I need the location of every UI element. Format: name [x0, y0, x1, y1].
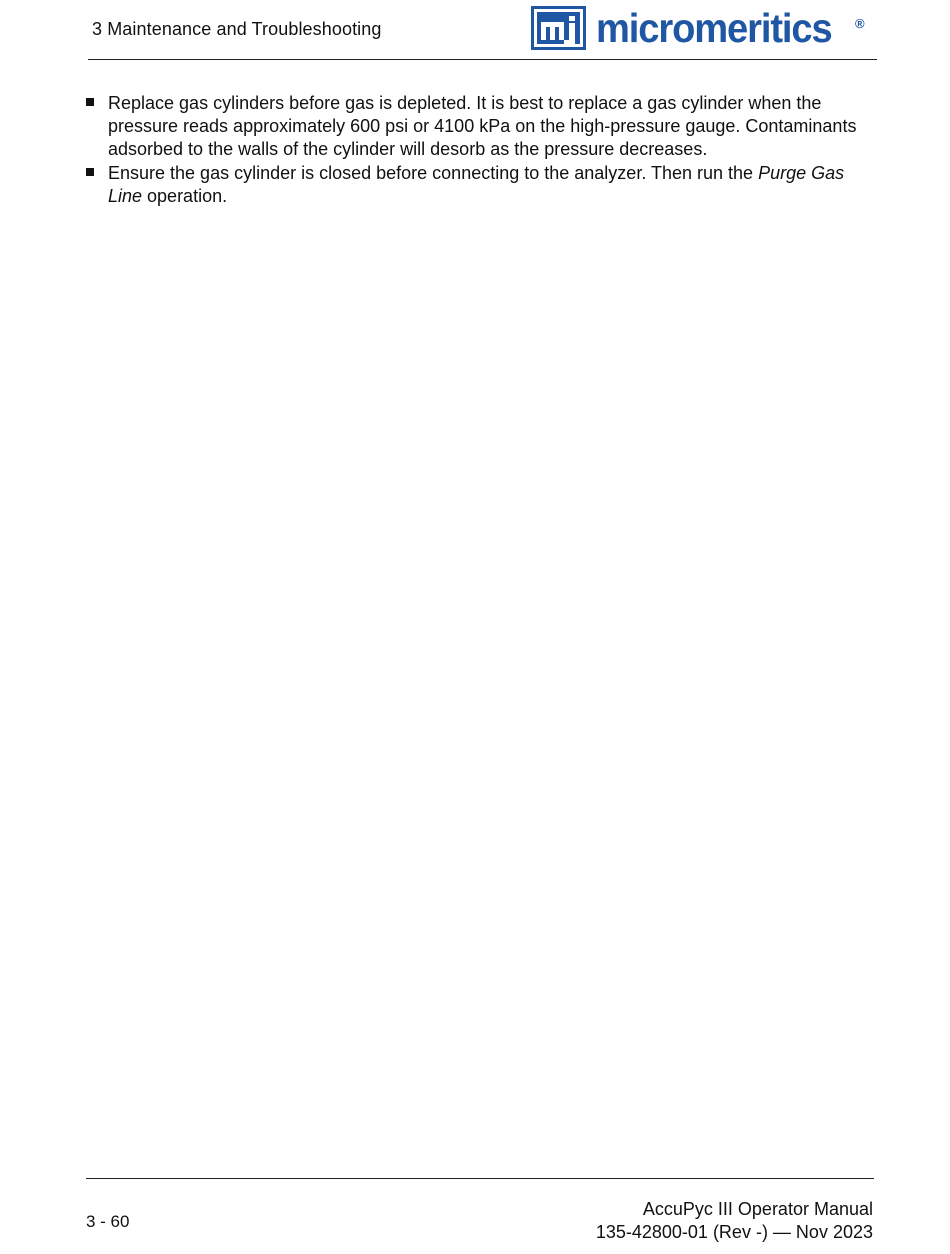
- logo-wordmark: micromeritics: [596, 5, 832, 51]
- mi-logo-mark-icon: [531, 6, 586, 50]
- bullet-text: Ensure the gas cylinder is closed before connecting to the analyzer. Then run the: [108, 163, 759, 183]
- header-divider: [88, 59, 877, 60]
- square-bullet-icon: [86, 98, 94, 106]
- operation-name: Purge Gas Line: [108, 163, 845, 206]
- document-id: 135-42800-01 (Rev -) — Nov 2023: [595, 1222, 873, 1242]
- list-item: [86, 162, 876, 208]
- bullet-text-tail: operation.: [142, 186, 228, 206]
- bullet-text: Replace gas cylinders before gas is depleted. It is best to replace a gas cylinder when the pressure reads approximately 600 psi or 4100 kPa on the high-pressure gauge. Contaminants adsorbed to the walls of the cylinder will desorb as the pressure decreases.: [108, 93, 857, 159]
- chapter-title: 3 Maintenance and Troubleshooting: [92, 19, 382, 39]
- footer-document-info: [596, 1198, 873, 1244]
- registered-mark: ®: [855, 16, 865, 31]
- page-number: 3 - 60: [86, 1212, 130, 1231]
- micromeritics-logo: [531, 6, 849, 50]
- footer-divider: [86, 1178, 874, 1179]
- square-bullet-icon: [86, 168, 94, 176]
- list-item: [86, 92, 876, 161]
- manual-title: AccuPyc III Operator Manual: [642, 1199, 873, 1219]
- page-header: [0, 0, 950, 62]
- page-content: [86, 92, 876, 209]
